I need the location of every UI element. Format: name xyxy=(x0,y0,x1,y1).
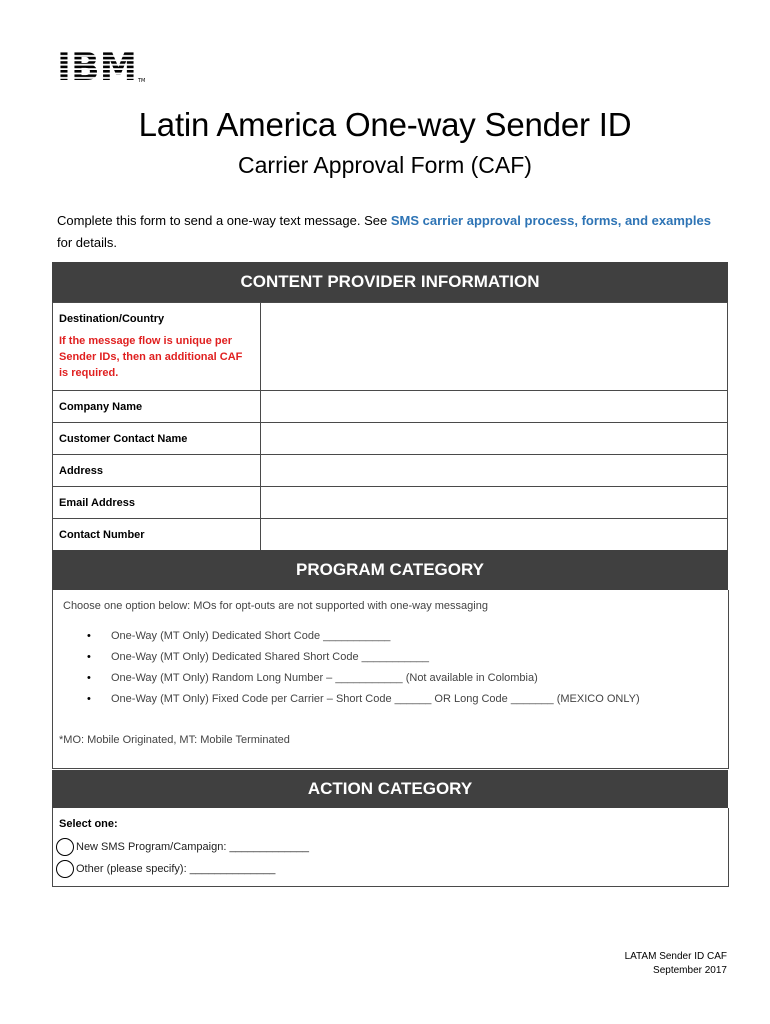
intro-before: Complete this form to send a one-way text message. See xyxy=(57,213,391,228)
ibm-logo xyxy=(57,48,147,89)
company-name-label: Company Name xyxy=(53,391,261,423)
program-category-box xyxy=(52,590,729,769)
action-category-box xyxy=(52,808,729,887)
svg-text:IBM: IBM xyxy=(57,48,137,84)
content-provider-table xyxy=(52,302,728,551)
destination-note: If the message flow is unique per Sender IDs, then an additional CAF is required. xyxy=(59,335,243,379)
select-one-label: Select one: xyxy=(59,818,118,830)
program-option-fixed-code[interactable]: • One-Way (MT Only) Fixed Code per Carrier – Short Code ______ OR Long Code _______ (MEXICO ONLY) xyxy=(87,689,640,710)
program-option-random-long-number[interactable]: • One-Way (MT Only) Random Long Number – ___________ (Not available in Colombia) xyxy=(87,668,640,689)
footer-doc-name: LATAM Sender ID CAF xyxy=(624,951,727,962)
content-provider-heading: CONTENT PROVIDER INFORMATION xyxy=(52,262,728,302)
program-options xyxy=(87,626,640,710)
intro-text xyxy=(57,210,717,254)
email-address-field[interactable] xyxy=(261,487,728,519)
program-instruction: Choose one option below: MOs for opt-outs are not supported with one-way messaging xyxy=(63,600,488,612)
footer xyxy=(625,950,727,978)
program-option-dedicated-short-code[interactable]: • One-Way (MT Only) Dedicated Short Code ___________ xyxy=(87,626,640,647)
sms-approval-link[interactable]: SMS carrier approval process, forms, and examples xyxy=(390,213,711,228)
new-program-label: New SMS Program/Campaign: _____________ xyxy=(76,841,309,853)
action-option-other[interactable] xyxy=(56,858,275,880)
email-address-label: Email Address xyxy=(53,487,261,519)
contact-number-label: Contact Number xyxy=(53,519,261,551)
program-category-heading: PROGRAM CATEGORY xyxy=(52,550,728,590)
program-note: *MO: Mobile Originated, MT: Mobile Terminated xyxy=(59,734,290,746)
program-option-shared-short-code[interactable]: • One-Way (MT Only) Dedicated Shared Short Code ___________ xyxy=(87,647,640,668)
new-program-radio[interactable] xyxy=(56,838,74,856)
intro-after: for details. xyxy=(57,235,117,250)
destination-label-cell xyxy=(53,303,261,391)
other-label: Other (please specify): ______________ xyxy=(76,863,276,875)
address-label: Address xyxy=(53,455,261,487)
other-radio[interactable] xyxy=(56,860,74,878)
address-field[interactable] xyxy=(261,455,728,487)
action-option-new-program[interactable] xyxy=(56,836,309,858)
action-category-heading: ACTION CATEGORY xyxy=(52,770,728,808)
destination-label: Destination/Country xyxy=(59,313,165,325)
form-subtitle: Carrier Approval Form (CAF) xyxy=(238,152,532,178)
company-name-field[interactable] xyxy=(261,391,728,423)
customer-contact-name-label: Customer Contact Name xyxy=(53,423,261,455)
customer-contact-name-field[interactable] xyxy=(261,423,728,455)
contact-number-field[interactable] xyxy=(261,519,728,551)
form-title: Latin America One-way Sender ID xyxy=(138,106,632,143)
destination-field[interactable] xyxy=(261,303,728,391)
svg-text:TM: TM xyxy=(138,78,146,84)
footer-date: September 2017 xyxy=(653,965,727,976)
